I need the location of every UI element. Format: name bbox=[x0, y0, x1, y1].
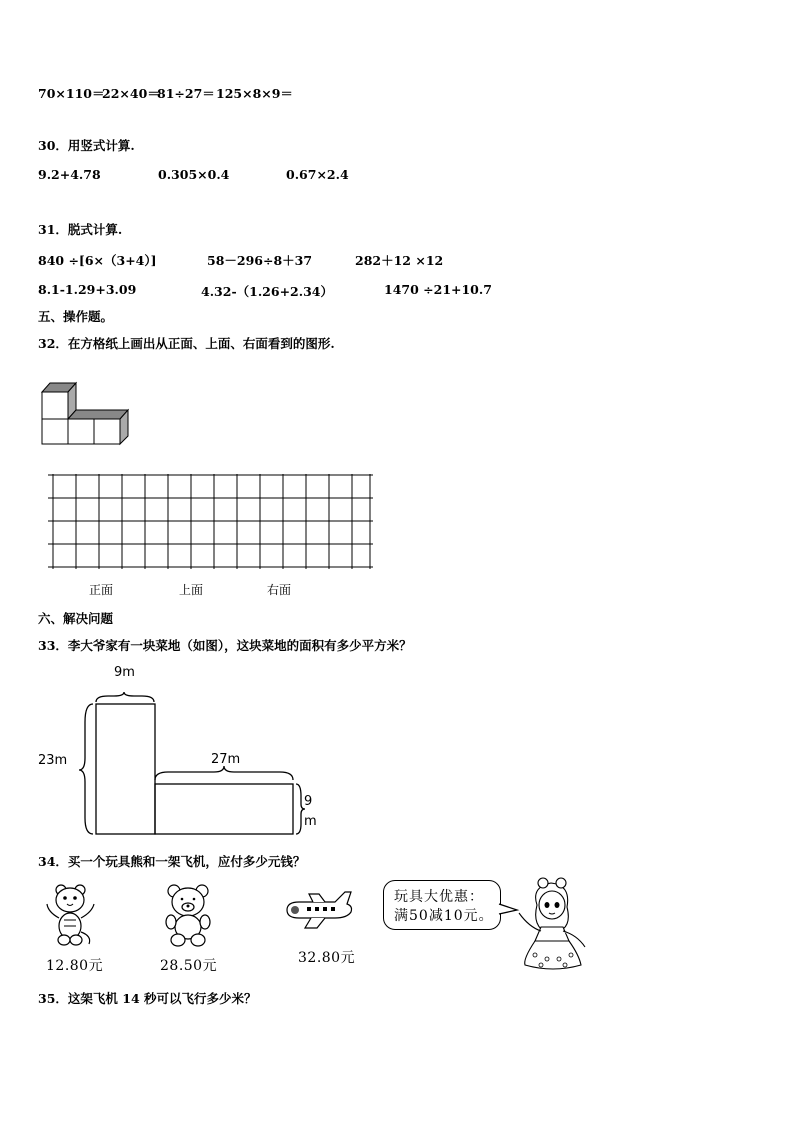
q30-item-1: 9.2+4.78 bbox=[38, 167, 101, 182]
dim-left-label: 23m bbox=[38, 753, 68, 768]
q31-r1-item-1: 840 ÷[6×（3+4）] bbox=[38, 253, 157, 268]
promo-line-2: 满50减10元。 bbox=[394, 908, 494, 924]
q31-r1-item-2: 58－296÷8＋37 bbox=[207, 253, 313, 268]
promo-bubble bbox=[383, 880, 501, 930]
q32-title: 32．在方格纸上画出从正面、上面、右面看到的图形. bbox=[38, 336, 335, 351]
q30-item-2: 0.305×0.4 bbox=[158, 167, 230, 182]
q34-title: 34．买一个玩具熊和一架飞机，应付多少元钱？ bbox=[38, 854, 306, 869]
section6-title: 六、解决问题 bbox=[38, 611, 114, 626]
q30-title: 30．用竖式计算. bbox=[38, 138, 135, 153]
price-bear: 28.50元 bbox=[160, 958, 218, 974]
q29-item-4: 125×8×9＝ bbox=[216, 86, 293, 101]
label-right: 右面 bbox=[267, 583, 292, 597]
q31-title: 31．脱式计算. bbox=[38, 222, 123, 237]
q29-item-1: 70×110＝ bbox=[38, 86, 105, 101]
label-front: 正面 bbox=[89, 583, 114, 597]
q30-item-3: 0.67×2.4 bbox=[286, 167, 349, 182]
airplane-toy-icon bbox=[283, 890, 355, 930]
promo-line-1: 玩具大优惠： bbox=[394, 889, 484, 905]
q31-r2-item-3: 1470 ÷21+10.7 bbox=[384, 282, 492, 297]
q31-r2-item-1: 8.1-1.29+3.09 bbox=[38, 282, 137, 297]
dim-right-label-b: m bbox=[304, 814, 317, 829]
cube-figure bbox=[38, 378, 138, 443]
dim-top-label: 9m bbox=[114, 665, 135, 680]
q29-item-3: 81÷27＝ bbox=[157, 86, 215, 101]
dim-right-label-a: 9 bbox=[304, 794, 313, 809]
q31-r2-item-2: 4.32-（1.26+2.34） bbox=[201, 284, 333, 299]
price-tiger: 12.80元 bbox=[46, 958, 104, 974]
grid-paper bbox=[48, 474, 378, 570]
q35-title: 35．这架飞机 14 秒可以飞行多少米？ bbox=[38, 991, 257, 1006]
q29-item-2: 22×40＝ bbox=[102, 86, 160, 101]
q31-r1-item-3: 282＋12 ×12 bbox=[355, 253, 444, 268]
girl-icon bbox=[513, 875, 595, 975]
price-airplane: 32.80元 bbox=[298, 950, 356, 966]
section5-title: 五、操作题。 bbox=[38, 309, 114, 324]
tiger-toy-icon bbox=[42, 882, 102, 948]
label-top: 上面 bbox=[179, 583, 204, 597]
bear-toy-icon bbox=[160, 882, 220, 948]
q33-title: 33．李大爷家有一块菜地（如图），这块菜地的面积有多少平方米？ bbox=[38, 638, 412, 653]
dim-bottom-width-label: 27m bbox=[211, 752, 241, 767]
